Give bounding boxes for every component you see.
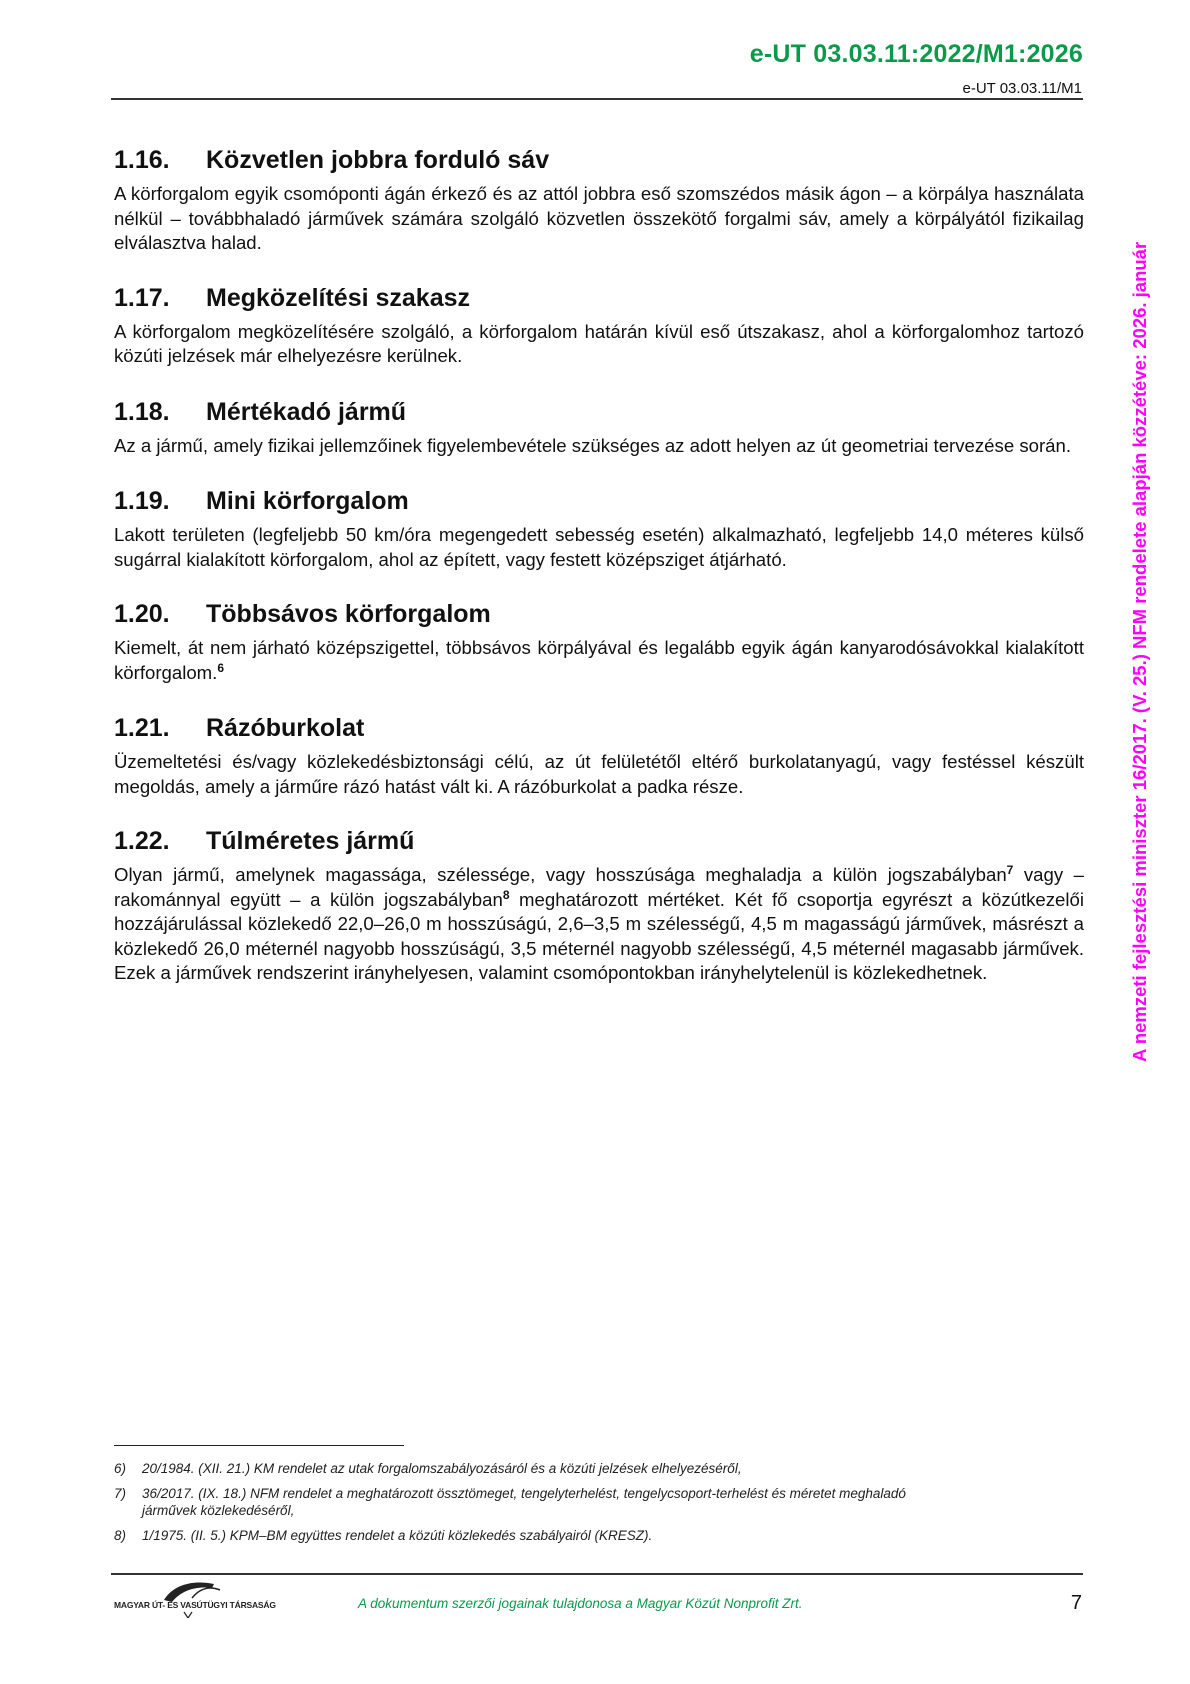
section-body-text: Olyan jármű, amelynek magassága, szélessége, vagy hosszúsága meghaladja a külön jogszabályban (114, 864, 1007, 885)
section-1-20 (114, 594, 1084, 685)
section-1-17 (114, 278, 1084, 369)
section-title: Mini körforgalom (206, 487, 409, 515)
section-title: Megközelítési szakasz (206, 283, 471, 312)
section-body: A körforgalom megközelítésére szolgáló, a körforgalom határán kívül eső útszakasz, ahol a körforgalomhoz tartozó közúti jelzések már elhelyezésre kerülnek. (114, 320, 1084, 366)
section-body: Üzemeltetési és/vagy közlekedésbiztonsági célú, az út felületétől eltérő burkolatanyagú, vagy festéssel készült megoldás, amely a járműre rázó hatást vált ki. A rázóburkolat a padka része. (114, 751, 1084, 797)
section-number: 1.17. (114, 283, 170, 312)
footnote-text: 20/1984. (XII. 21.) KM rendelet az utak forgalomszabályozásáról és a közúti jelzések elhelyezéséről, (142, 1461, 742, 1476)
logo-text: MAGYAR ÚT- ÉS VASÚTÜGYI TÁRSASÁG (114, 1600, 276, 1610)
section-1-21 (114, 708, 1084, 799)
section-title: Mértékadó jármű (206, 397, 407, 426)
main-content (114, 140, 1084, 986)
footnotes (114, 1460, 914, 1552)
footnote-number: 7) (114, 1486, 127, 1501)
road-logo-icon (114, 1578, 294, 1618)
section-title: Rázóburkolat (206, 714, 365, 742)
section-title: Túlméretes jármű (206, 827, 415, 855)
section-title: Közvetlen jobbra forduló sáv (206, 146, 550, 174)
section-number: 1.22. (114, 827, 170, 855)
copyright-notice: A dokumentum szerzői jogainak tulajdonosa a Magyar Közút Nonprofit Zrt. (358, 1596, 803, 1611)
footnote-ref-7[interactable]: 7 (1006, 863, 1014, 877)
section-number: 1.21. (114, 714, 170, 742)
section-1-22 (114, 821, 1084, 986)
publication-side-note: A nemzeti fejlesztési miniszter 16/2017. (V. 25.) NFM rendelete alapján közzétéve: 2026. január (1129, 241, 1150, 1062)
section-heading (114, 708, 1084, 748)
section-body-text: meghatározott mértéket. Két fő csoportja egyrészt a közútkezelői hozzájárulással közlekedő 22,0–26,0 m hosszúságú, 2,6–3,5 m szélességű, 4,5 m magasságú járművek, másrészt a közlekedő 26,0 méternél nagyobb hosszúságú, 3,5 méternél nagyobb szélességű, 4,5 méternél magasabb járművek. Ezek a járművek rendszerint irányhelyesen, valamint csomópontokban irányhelytelenül is közlekedhetnek. (114, 888, 1084, 983)
section-title: Többsávos körforgalom (206, 600, 491, 628)
section-heading (114, 481, 1084, 521)
page-number: 7 (1070, 1592, 1082, 1614)
footnote-text: 36/2017. (IX. 18.) NFM rendelet a meghatározott össztömeget, tengelyterhelést, tengelycsoport-terhelést és méretet meghaladó járművek közlekedéséről, (142, 1486, 906, 1518)
section-body: Az a jármű, amely fizikai jellemzőinek figyelembevétele szükséges az adott helyen az út geometriai tervezése során. (114, 434, 1072, 456)
footnote-ref-8[interactable]: 8 (502, 887, 510, 902)
section-heading (114, 278, 1084, 318)
document-code: e-UT 03.03.11:2022/M1:2026 (749, 40, 1083, 68)
footer-divider (111, 1573, 1083, 1575)
section-1-16 (114, 140, 1084, 256)
section-number: 1.18. (114, 397, 170, 426)
footnote-divider (114, 1445, 404, 1446)
section-number: 1.16. (114, 146, 170, 174)
section-number: 1.19. (114, 487, 170, 515)
footnote-text: 1/1975. (II. 5.) KPM–BM együttes rendelet a közúti közlekedés szabályairól (KRESZ). (142, 1528, 653, 1543)
section-heading (114, 392, 1084, 432)
footnote-item (114, 1527, 914, 1544)
section-body-text: Kiemelt, át nem járható középszigettel, többsávos körpályával és legalább egyik ágán kanyarodósávokkal kialakított körforgalom. (114, 637, 1084, 683)
document-subcode: e-UT 03.03.11/M1 (962, 80, 1082, 97)
section-body: Lakott területen (legfeljebb 50 km/óra megengedett sebesség esetén) alkalmazható, legfeljebb 14,0 méteres külső sugárral kialakított körforgalom, ahol az épített, vagy festett középsziget átjárható. (114, 524, 1084, 570)
footnote-item (114, 1485, 914, 1519)
section-heading (114, 821, 1084, 861)
section-body (114, 636, 1084, 685)
section-number: 1.20. (114, 600, 170, 628)
footnote-number: 8) (114, 1528, 127, 1543)
footnote-ref-6[interactable]: 6 (217, 660, 225, 675)
section-body (114, 863, 1084, 986)
section-body: A körforgalom egyik csomóponti ágán érkező és az attól jobbra eső szomszédos másik ágon – a körpálya használata nélkül – továbbhaladó járművek számára szolgáló közvetlen összekötő forgalmi sáv, amely a körpályától fizikailag elválasztva halad. (114, 183, 1084, 253)
section-body-text: vagy – rakománnyal együtt – a külön jogszabályban (114, 864, 1084, 910)
section-1-18 (114, 392, 1084, 459)
section-1-19 (114, 481, 1084, 572)
footnote-number: 6) (114, 1461, 127, 1476)
section-heading (114, 140, 1084, 180)
header-divider (111, 98, 1083, 100)
society-logo (114, 1578, 294, 1618)
section-heading (114, 594, 1084, 634)
footnote-item (114, 1460, 914, 1477)
